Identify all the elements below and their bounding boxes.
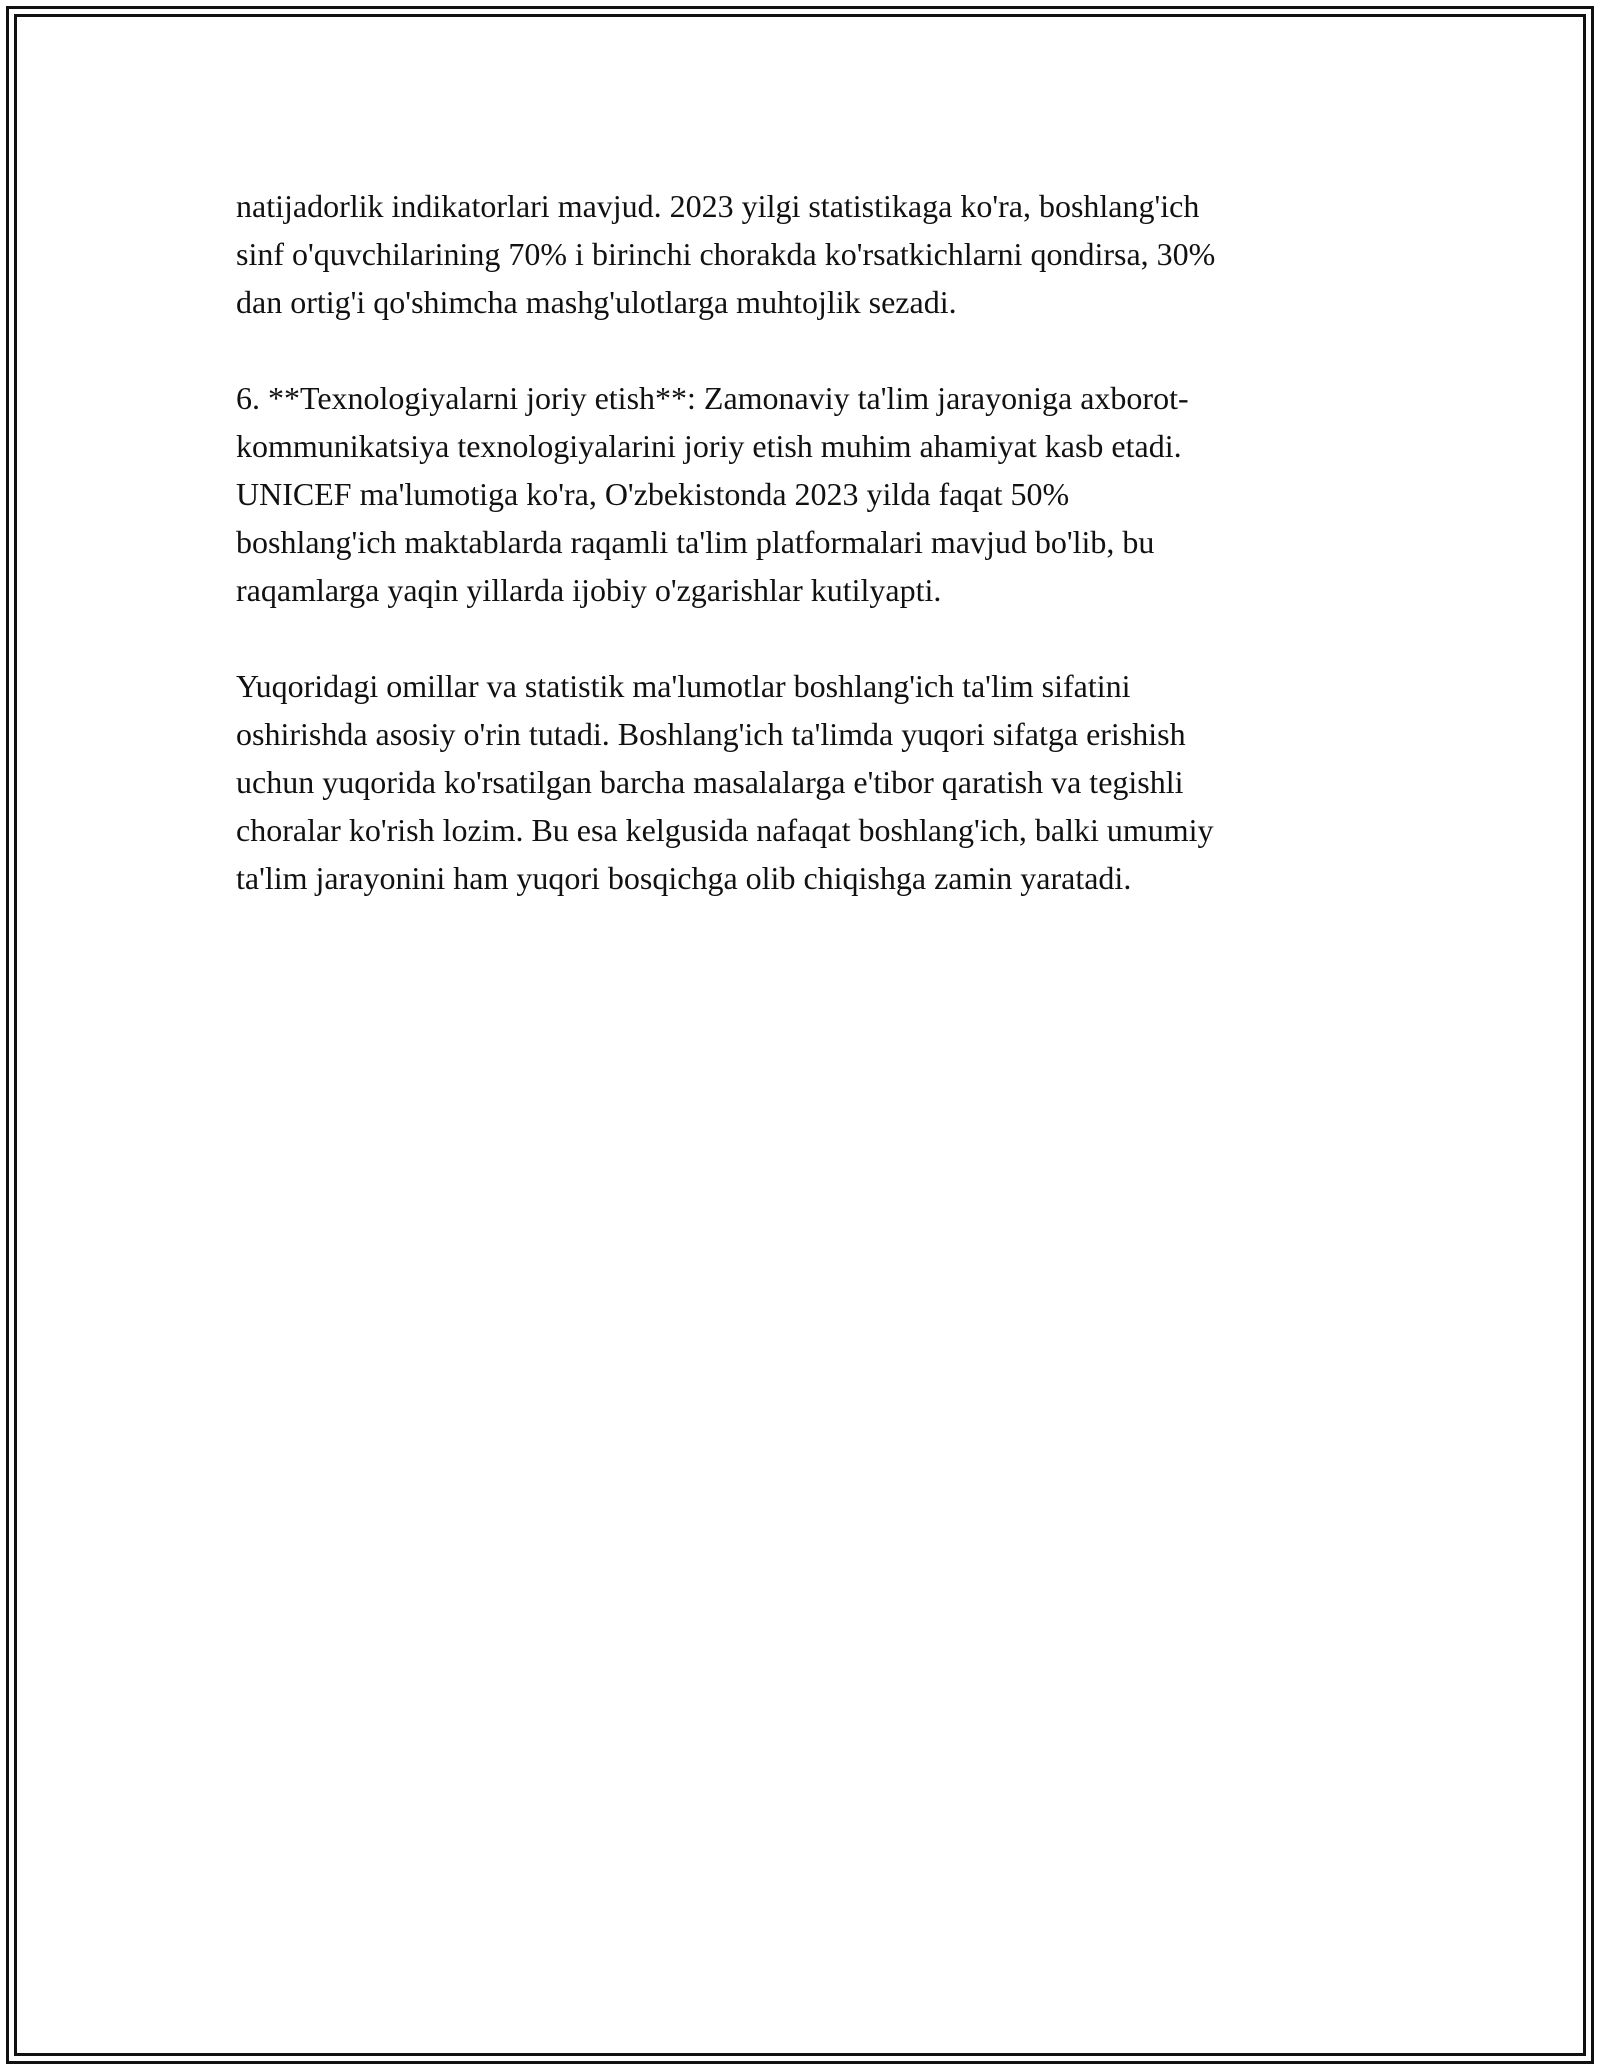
paragraph-technology xyxy=(236,374,1366,614)
text-line: Yuqoridagi omillar va statistik ma'lumotlar boshlang'ich ta'lim sifatini xyxy=(236,668,1131,704)
paragraph-continuation xyxy=(236,182,1366,326)
text-line: sinf o'quvchilarining 70% i birinchi chorakda ko'rsatkichlarni qondirsa, 30% xyxy=(236,236,1216,272)
paragraph-conclusion xyxy=(236,662,1366,902)
text-line: oshirishda asosiy o'rin tutadi. Boshlang'ich ta'limda yuqori sifatga erishish xyxy=(236,716,1186,752)
text-line: raqamlarga yaqin yillarda ijobiy o'zgarishlar kutilyapti. xyxy=(236,572,942,608)
text-line: natijadorlik indikatorlari mavjud. 2023 yilgi statistikaga ko'ra, boshlang'ich xyxy=(236,188,1200,224)
text-line: 6. **Texnologiyalarni joriy etish**: Zamonaviy ta'lim jarayoniga axborot- xyxy=(236,380,1189,416)
document-body xyxy=(236,182,1366,950)
text-line: kommunikatsiya texnologiyalarini joriy etish muhim ahamiyat kasb etadi. xyxy=(236,428,1182,464)
text-line: ta'lim jarayonini ham yuqori bosqichga olib chiqishga zamin yaratadi. xyxy=(236,860,1132,896)
text-line: uchun yuqorida ko'rsatilgan barcha masalalarga e'tibor qaratish va tegishli xyxy=(236,764,1184,800)
text-line: UNICEF ma'lumotiga ko'ra, O'zbekistonda 2023 yilda faqat 50% xyxy=(236,476,1070,512)
text-line: boshlang'ich maktablarda raqamli ta'lim platformalari mavjud bo'lib, bu xyxy=(236,524,1155,560)
text-line: dan ortig'i qo'shimcha mashg'ulotlarga muhtojlik sezadi. xyxy=(236,284,957,320)
text-line: choralar ko'rish lozim. Bu esa kelgusida nafaqat boshlang'ich, balki umumiy xyxy=(236,812,1214,848)
